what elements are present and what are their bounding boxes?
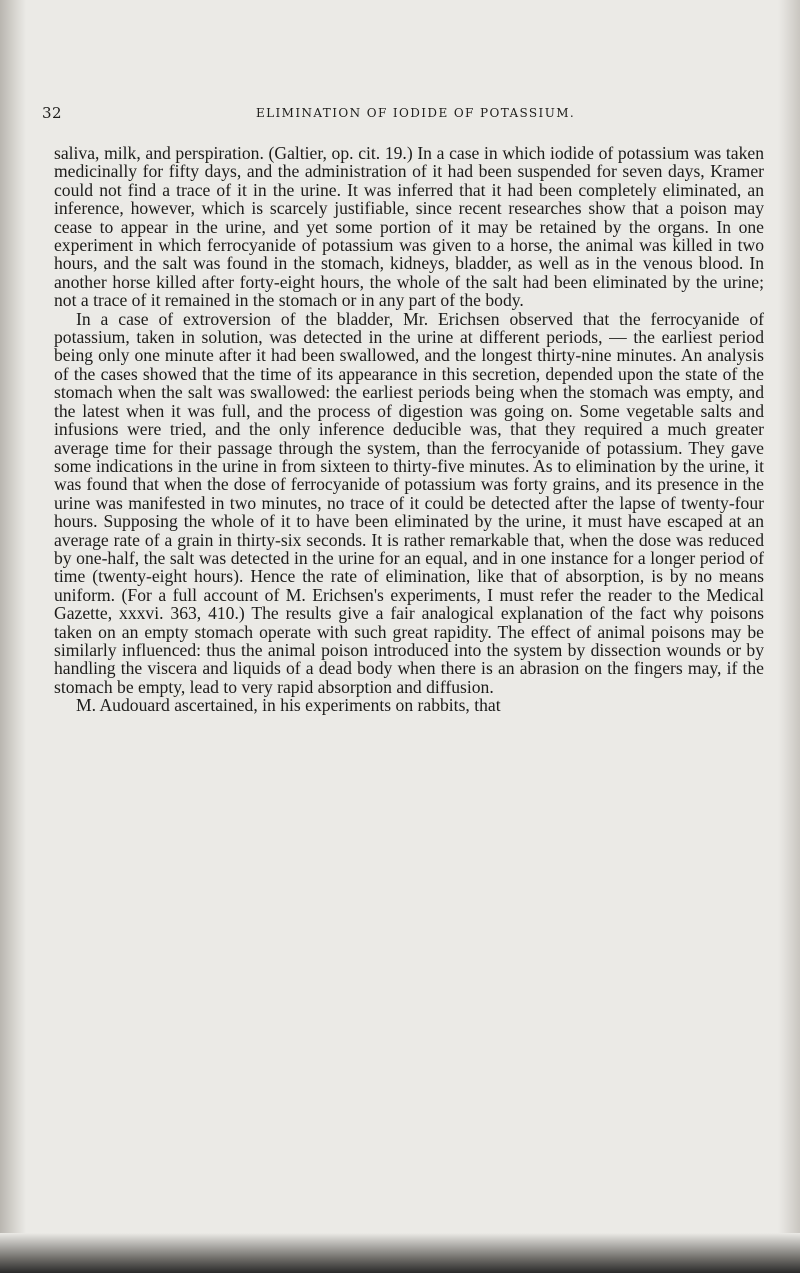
paragraph-1: saliva, milk, and perspiration. (Galtier, op. cit. 19.) In a case in which iodide of potassium was taken medicinally for fifty days, and the administration of it had been suspended for seven days, Kramer could not find a trace of it in the urine. It was inferred that it had been completely eliminated, an inference, however, which is scarcely justifiable, since recent researches show that a poison may cease to appear in the urine, and yet some portion of it may be retained by the organs. In one experiment in which ferrocyanide of potassium was given to a horse, the animal was killed in two hours, and the salt was found in the stomach, kidneys, bladder, as well as in the venous blood. In another horse killed after forty-eight hours, the whole of the salt had been eliminated by the urine; not a trace of it remained in the stomach or in any part of the body. (54, 143, 764, 311)
running-head (42, 104, 782, 128)
body-text (54, 144, 764, 715)
paragraph-2: In a case of extroversion of the bladder, Mr. Erichsen observed that the ferrocyanide of potassium, taken in solution, was detected in the urine at different periods, — the earliest period being only one minute after it had been swallowed, and the longest thirty-nine minutes. An analysis of the cases showed that the time of its appearance in this secretion, depended upon the state of the stomach when the salt was swallowed: the earliest periods being when the stomach was empty, and the latest when it was full, and the process of digestion was going on. Some vegetable salts and infusions were tried, and the only inference deducible was, that they required a much greater average time for their passage through the system, than the ferrocyanide of potassium. They gave some indications in the urine in from sixteen to thirty-five minutes. As to elimination by the urine, it was found that when the dose of ferrocyanide of potassium was forty grains, and its presence in the urine was manifested in two minutes, no trace of it could be detected after the lapse of twenty-four hours. Supposing the whole of it to have been eliminated by the urine, it must have escaped at an average rate of a grain in thirty-six seconds. It is rather remarkable that, when the dose was reduced by one-half, the salt was detected in the urine for an equal, and in one instance for a longer period of time (twenty-eight hours). Hence the rate of elimination, like that of absorption, is by no means uniform. (For a full account of M. Erichsen's experiments, I must refer the reader to the Medical Gazette, xxxvi. 363, 410.) The results give a fair analogical explanation of the fact why poisons taken on an empty stomach operate with such great rapidity. The effect of animal poisons may be similarly influenced: thus the animal poison introduced into the system by dissection wounds or by handling the viscera and liquids of a dead body when there is an abrasion on the fingers may, if the stomach be empty, lead to very rapid absorption and diffusion. (54, 308, 764, 697)
scan-left-margin-shadow (0, 0, 26, 1273)
book-page (40, 0, 788, 1273)
page-number: 32 (42, 104, 63, 122)
paragraph-3: M. Audouard ascertained, in his experiments on rabbits, that (76, 695, 501, 716)
running-title: ELIMINATION OF IODIDE OF POTASSIUM. (256, 106, 576, 120)
